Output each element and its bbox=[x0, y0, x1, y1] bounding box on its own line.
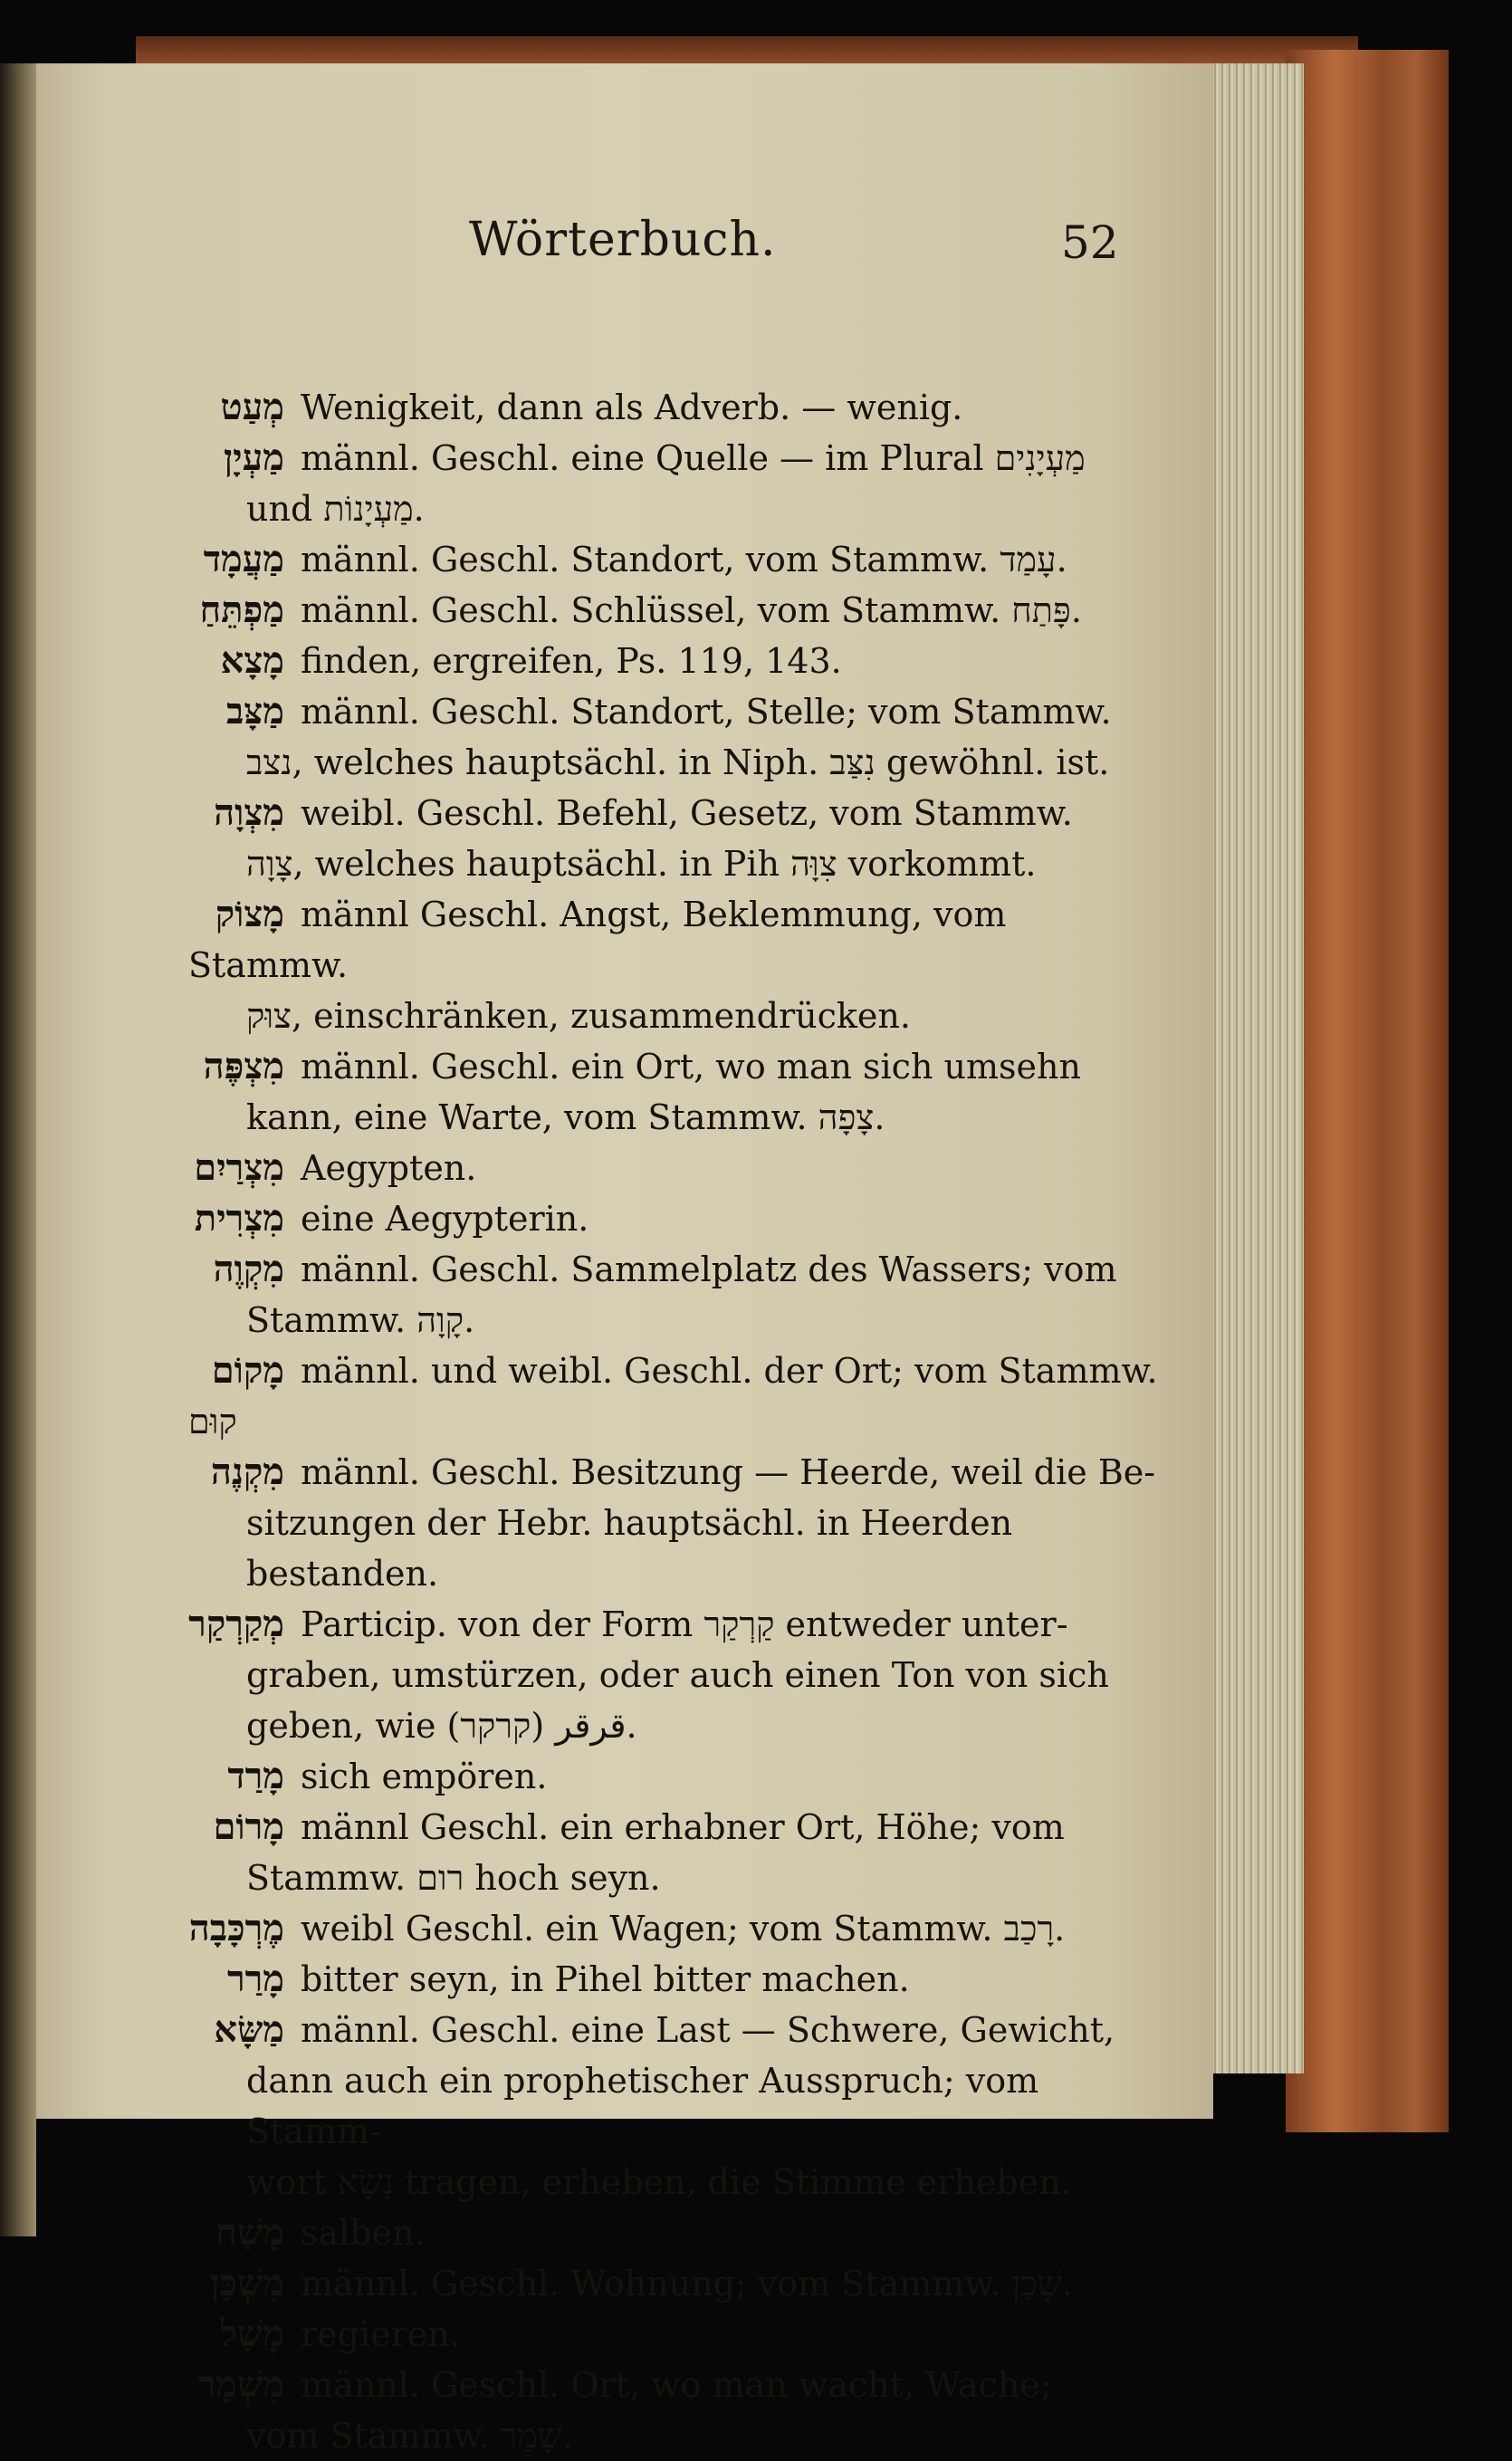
entry-definition: Wenigkeit, dann als Adverb. — wenig. bbox=[301, 388, 963, 427]
entry-definition: männl. Geschl. Standort, Stelle; vom Stammw. bbox=[301, 692, 1112, 732]
entry-continuation-text: צוּק, einschränken, zusammendrücken. bbox=[246, 996, 911, 1036]
entry-headword: מָשַׁח bbox=[215, 2211, 284, 2254]
entry-headword: מִשְׁמָר bbox=[197, 2363, 284, 2406]
entry-continuation bbox=[188, 2410, 1175, 2461]
entry-continuation-text: Stammw. קָוָה. bbox=[246, 1300, 475, 1340]
entry-definition: männl. Geschl. Standort, vom Stammw. עָמַד. bbox=[301, 540, 1067, 579]
entry-definition: männl Geschl. ein erhabner Ort, Höhe; vom bbox=[301, 1807, 1065, 1847]
dictionary-entry bbox=[188, 686, 1175, 737]
dictionary-entry bbox=[188, 2360, 1175, 2410]
entry-continuation bbox=[188, 1853, 1175, 1903]
entry-definition: männl. Geschl. ein Ort, wo man sich umsehn bbox=[301, 1047, 1081, 1087]
entry-definition: männl. Geschl. eine Last — Schwere, Gewicht, bbox=[301, 2010, 1115, 2050]
entry-headword: מִקְוֶה bbox=[213, 1248, 284, 1290]
dictionary-entry bbox=[188, 2309, 1175, 2360]
dictionary-entry bbox=[188, 1244, 1175, 1295]
entry-definition: salben. bbox=[301, 2213, 426, 2253]
dictionary-entry bbox=[188, 636, 1175, 686]
entry-continuation bbox=[188, 1700, 1175, 1751]
entry-continuation-text: kann, eine Warte, vom Stammw. צָפָה. bbox=[246, 1097, 885, 1137]
entry-definition: Aegypten. bbox=[301, 1148, 477, 1188]
entry-headword: מַשָּׂא bbox=[214, 2008, 284, 2051]
entry-definition: männl. Geschl. Ort, wo man wacht, Wache; bbox=[301, 2365, 1052, 2405]
entry-continuation bbox=[188, 484, 1175, 534]
entry-definition: männl. Geschl. Schlüssel, vom Stammw. פָּתַח. bbox=[301, 590, 1082, 630]
dictionary-entry bbox=[188, 1903, 1175, 1954]
dictionary-entry bbox=[188, 382, 1175, 433]
entry-definition: finden, ergreifen, Ps. 119, 143. bbox=[301, 641, 842, 681]
running-head: Wörterbuch. bbox=[469, 213, 777, 267]
entry-continuation-text: wort נָשָׂא tragen, erheben, die Stimme erheben. bbox=[246, 2162, 1072, 2202]
entry-definition: regieren. bbox=[301, 2314, 461, 2354]
entry-continuation-text: נצב, welches hauptsächl. in Niph. נִצַּב gewöhnl. ist. bbox=[246, 742, 1110, 782]
book-page bbox=[36, 63, 1213, 2456]
entry-definition: männl. Geschl. Sammelplatz des Wassers; vom bbox=[301, 1250, 1117, 1289]
entry-continuation-text: צָוָה, welches hauptsächl. in Pih צִוָּה vorkommt. bbox=[246, 844, 1037, 884]
dictionary-entry bbox=[188, 2258, 1175, 2309]
entry-definition: männl Geschl. Angst, Beklemmung, vom Stammw. bbox=[188, 895, 1007, 985]
dictionary-entry bbox=[188, 2005, 1175, 2055]
dictionary-entry bbox=[188, 585, 1175, 636]
entry-headword: מָרַר bbox=[226, 1958, 284, 2000]
book-cover-right bbox=[1286, 50, 1449, 2132]
page-edges bbox=[1204, 63, 1304, 2073]
entry-definition: bitter seyn, in Pihel bitter machen. bbox=[301, 1959, 910, 1999]
entry-continuation bbox=[188, 1498, 1175, 1599]
entry-headword: מָצָא bbox=[220, 639, 284, 682]
dictionary-entry bbox=[188, 1954, 1175, 2005]
entry-headword: מַפְתֵּחַ bbox=[199, 589, 284, 631]
page-header bbox=[36, 213, 1213, 294]
entry-continuation bbox=[188, 991, 1175, 1041]
dictionary-entry bbox=[188, 889, 1175, 991]
entry-definition: sich empören. bbox=[301, 1757, 548, 1796]
dictionary-entry bbox=[188, 1599, 1175, 1650]
entry-continuation bbox=[188, 1650, 1175, 1700]
dictionary-entry bbox=[188, 788, 1175, 838]
dictionary-entry bbox=[188, 1447, 1175, 1498]
entry-continuation-text: vom Stammw. שָׁמַר. bbox=[246, 2416, 573, 2456]
entry-definition: männl. Geschl. eine Quelle — im Plural מַעְיָנִים bbox=[301, 438, 1086, 478]
entry-continuation-text: dann auch ein prophetischer Ausspruch; vom Stamm- bbox=[246, 2061, 1039, 2151]
entry-continuation bbox=[188, 1295, 1175, 1345]
entry-headword: מִצְרַיִם bbox=[194, 1146, 284, 1189]
entry-headword: מְקַרְקַר bbox=[188, 1603, 284, 1645]
entry-headword: מַעְיָן bbox=[223, 436, 284, 479]
dictionary-entry bbox=[188, 2207, 1175, 2258]
entry-definition: männl. Geschl. Besitzung — Heerde, weil die Be- bbox=[301, 1452, 1156, 1492]
entry-definition: männl. Geschl. Wohnung; vom Stammw. שָׁכַן. bbox=[301, 2264, 1073, 2303]
dictionary-entry bbox=[188, 1041, 1175, 1092]
entry-headword: מִקְנֶה bbox=[210, 1451, 284, 1493]
entry-headword: מָרוֹם bbox=[213, 1805, 284, 1848]
dictionary-entries bbox=[188, 382, 1175, 2461]
entry-headword: מָשַׁל bbox=[220, 2313, 284, 2355]
entry-headword: מְעַט bbox=[220, 386, 284, 428]
dictionary-entry bbox=[188, 1345, 1175, 1447]
entry-definition: eine Aegypterin. bbox=[301, 1199, 589, 1239]
dictionary-entry bbox=[188, 534, 1175, 585]
entry-definition: männl. und weibl. Geschl. der Ort; vom Stammw. קוּם bbox=[188, 1351, 1158, 1441]
entry-headword: מֶרְכָּבָה bbox=[188, 1907, 284, 1949]
entry-continuation-text: Stammw. רום hoch seyn. bbox=[246, 1858, 661, 1898]
entry-headword: מַעֲמָד bbox=[203, 538, 284, 580]
entry-continuation-text: und מַעְיָנוֹת. bbox=[246, 489, 425, 529]
dictionary-entry bbox=[188, 1193, 1175, 1244]
entry-headword: מַצָּב bbox=[226, 690, 284, 733]
entry-headword: מָצוֹק bbox=[215, 893, 284, 935]
entry-headword: מִצְרִית bbox=[194, 1197, 284, 1240]
entry-headword: מִשְׁכָּן bbox=[210, 2262, 284, 2304]
entry-continuation-text: sitzungen der Hebr. hauptsächl. in Heerden bestanden. bbox=[246, 1503, 1013, 1594]
dictionary-entry bbox=[188, 1802, 1175, 1853]
page-number: 52 bbox=[1061, 216, 1119, 269]
entry-headword: מִצְפֶּה bbox=[203, 1045, 284, 1087]
entry-definition: weibl Geschl. ein Wagen; vom Stammw. רָכַב. bbox=[301, 1909, 1066, 1949]
dictionary-entry bbox=[188, 1143, 1175, 1193]
left-page-edge bbox=[0, 63, 36, 2236]
entry-continuation bbox=[188, 838, 1175, 889]
entry-continuation bbox=[188, 2055, 1175, 2157]
entry-headword: מָקוֹם bbox=[211, 1349, 284, 1392]
entry-headword: מָרַד bbox=[227, 1755, 284, 1797]
dictionary-entry bbox=[188, 1751, 1175, 1802]
entry-continuation-text: geben, wie قرقر (קרקר). bbox=[246, 1706, 637, 1746]
entry-headword: מִצְוָה bbox=[214, 791, 284, 834]
dictionary-entry bbox=[188, 433, 1175, 484]
entry-continuation bbox=[188, 2157, 1175, 2207]
entry-definition: Particip. von der Form קַרְקַר entweder unter- bbox=[301, 1604, 1068, 1644]
entry-definition: weibl. Geschl. Befehl, Gesetz, vom Stammw. bbox=[301, 793, 1073, 833]
entry-continuation bbox=[188, 737, 1175, 788]
entry-continuation bbox=[188, 1092, 1175, 1143]
entry-continuation-text: graben, umstürzen, oder auch einen Ton von sich bbox=[246, 1655, 1109, 1695]
